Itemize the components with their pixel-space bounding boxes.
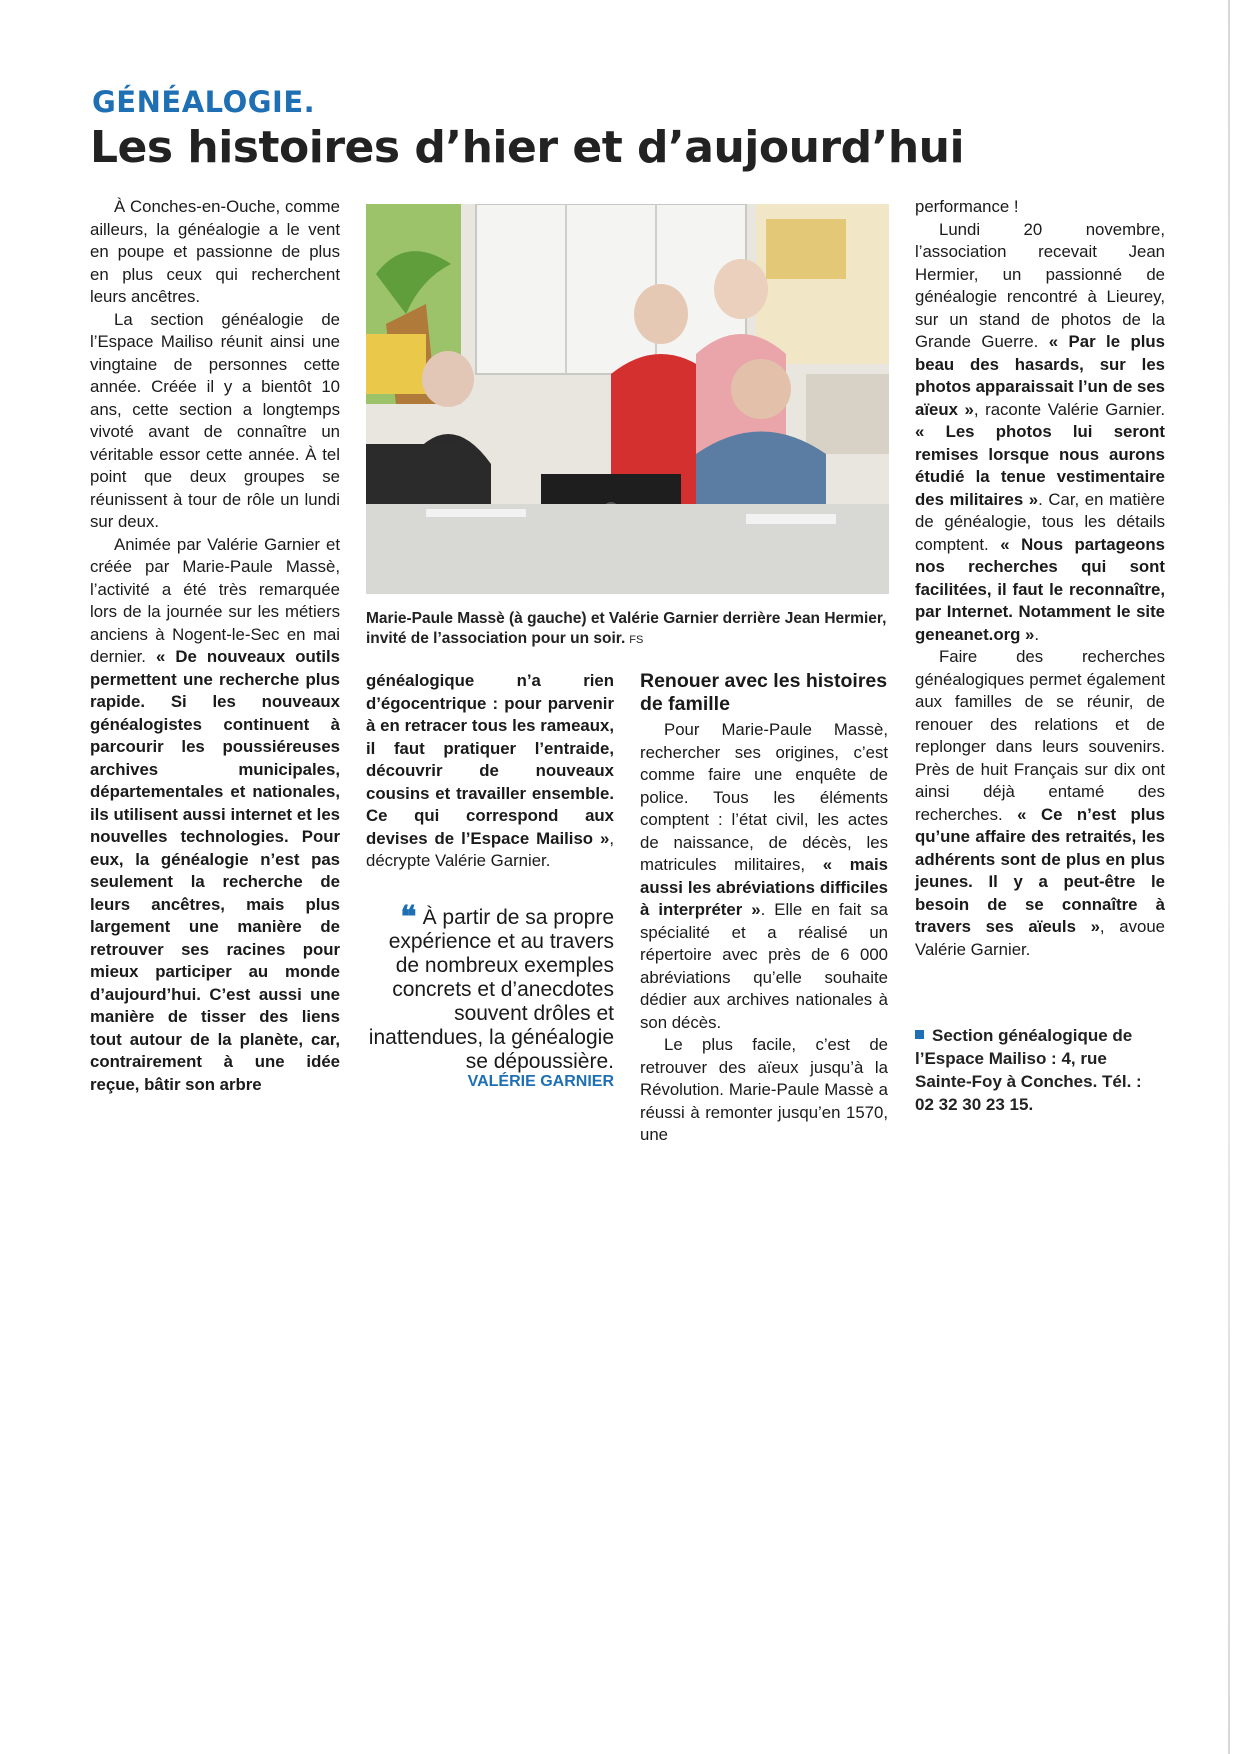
info-text: Section généalogique de l’Espace Mailiso : 4, rue Sainte-Foy à Conches. Tél. : 02 32 30 23 15. [915,1026,1142,1114]
paragraph-text: , décrypte Valérie Garnier. [366,828,614,870]
article-column-4 [915,196,1165,961]
paragraph-text: , avoue Valérie Garnier. [915,917,1165,959]
paragraph-text: Faire des recherches généalogiques permet également aux familles de se réunir, de renouer des relations et de replonger dans leurs souvenirs. Près de huit Français sur dix ont ainsi déjà entamé des recherches. [915,647,1165,824]
pull-quote [366,901,614,1074]
article-column-3 [640,670,888,1147]
quoted-text: « mais aussi les abréviations difficiles à interpréter » [640,855,888,919]
quoted-text: « Nous partageons nos recherches qui sont facilitées, il faut le reconnaître, par Internet. Notamment le site geneanet.org » [915,534,1165,644]
quote-mark-icon: ❝ [400,901,417,934]
paragraph: performance ! [915,197,1019,216]
paragraph-text: , raconte Valérie Garnier. [973,399,1165,419]
caption-text: Marie-Paule Massè (à gauche) et Valérie Garnier derrière Jean Hermier, invité de l’association pour un soir. [366,610,887,647]
quoted-text: généalogique n’a rien d’égocentrique : pour parvenir à en retracer tous les rameaux, il faut pratiquer l’entraide, découvrir de nouveaux cousins et travailler ensemble. Ce qui correspond aux devises de l’Espace Mailiso » [366,671,614,848]
pull-quote-text: À partir de sa propre expérience et au travers de nombreux exemples concrets et d’anecdotes souvent drôles et inattendues, la généalogie se dépoussière. [368,906,614,1073]
paragraph [640,719,888,1034]
paragraph-text: Animée par Valérie Garnier et créée par Marie-Paule Massè, l’activité a été très remarquée lors de la journée sur les métiers anciens à Nogent-le-Sec en mai dernier. [90,534,340,666]
article-photo [366,204,889,594]
article-column-1 [90,196,340,1096]
article-column-2 [366,670,614,873]
info-box [915,1024,1165,1116]
paragraph [366,670,614,873]
paragraph-text: Lundi 20 novembre, l’association recevait Jean Hermier, un passionné de généalogie rencontré à Lieurey, sur un stand de photos de la Grande Guerre. [915,219,1165,351]
photo-credit: FS [629,634,644,646]
paragraph-text: . Car, en matière de généalogie, tous les détails comptent. [915,489,1165,554]
paragraph-text: Pour Marie-Paule Massè, rechercher ses origines, c’est comme faire une enquête de police. Tous les éléments comptent : l’état civil, les actes de naissance, de décès, les matricules militaires, [640,720,888,874]
paragraph [915,219,1165,647]
bullet-square-icon [915,1030,924,1039]
scan-edge [1228,0,1230,1754]
paragraph [915,646,1165,961]
article-headline: Les histoires d’hier et d’aujourd’hui [90,122,965,173]
paragraph: Le plus facile, c’est de retrouver des aïeux jusqu’à la Révolution. Marie-Paule Massè a réussi à remonter jusqu’en 1570, une [640,1035,888,1144]
paragraph [90,534,340,1097]
paragraph: La section généalogie de l’Espace Mailiso réunit ainsi une vingtaine de personnes cette année. Créée il y a bientôt 10 ans, cette section a longtemps vivoté avant de connaître un véritable essor cette année. À tel point que deux groupes se réunissent à tour de rôle un lundi sur deux. [90,309,340,531]
quoted-text: « Ce n’est plus qu’une affaire des retraités, les adhérents sont de plus en plus jeunes. Il y a peut-être le besoin de se connaître à travers ses aïeuls » [915,804,1166,936]
quoted-text: « De nouveaux outils permettent une recherche plus rapide. Si les nouveaux généalogistes continuent à parcourir les poussiéreuses archives municipales, départementales et nationales, ils utilisent aussi internet et les nouvelles technologies. Pour eux, la généalogie n’est pas seulement la recherche de leurs ancêtres, mais plus largement une manière de retrouver ses racines pour mieux participer au monde d’aujourd’hui. C’est aussi une manière de tisser des liens tout autour de la planète, car, contrairement à une idée reçue, bâtir son arbre [90,647,340,1094]
photo-caption [366,609,889,650]
photo-illustration [366,204,889,594]
quoted-text: « Par le plus beau des hasards, sur les photos apparaissait l’un de ses aïeux » [915,332,1165,419]
paragraph-text: . [1034,624,1040,644]
paragraph-text: . Elle en fait sa spécialité et a réalisé un répertoire avec près de 6 000 abréviations qu’elle souhaite dédier aux archives nationales à son décès. [640,900,888,1032]
pull-quote-author: VALÉRIE GARNIER [467,1073,614,1090]
quoted-text: « Les photos lui seront remises lorsque nous aurons étudié la tenue vestimentaire des militaires » [915,422,1165,509]
article-kicker: GÉNÉALOGIE. [92,85,316,119]
section-subhead: Renouer avec les histoires de famille [640,670,888,715]
paragraph: À Conches-en-Ouche, comme ailleurs, la généalogie a le vent en poupe et passionne de plus en plus ceux qui recherchent leurs ancêtres. [90,197,340,306]
